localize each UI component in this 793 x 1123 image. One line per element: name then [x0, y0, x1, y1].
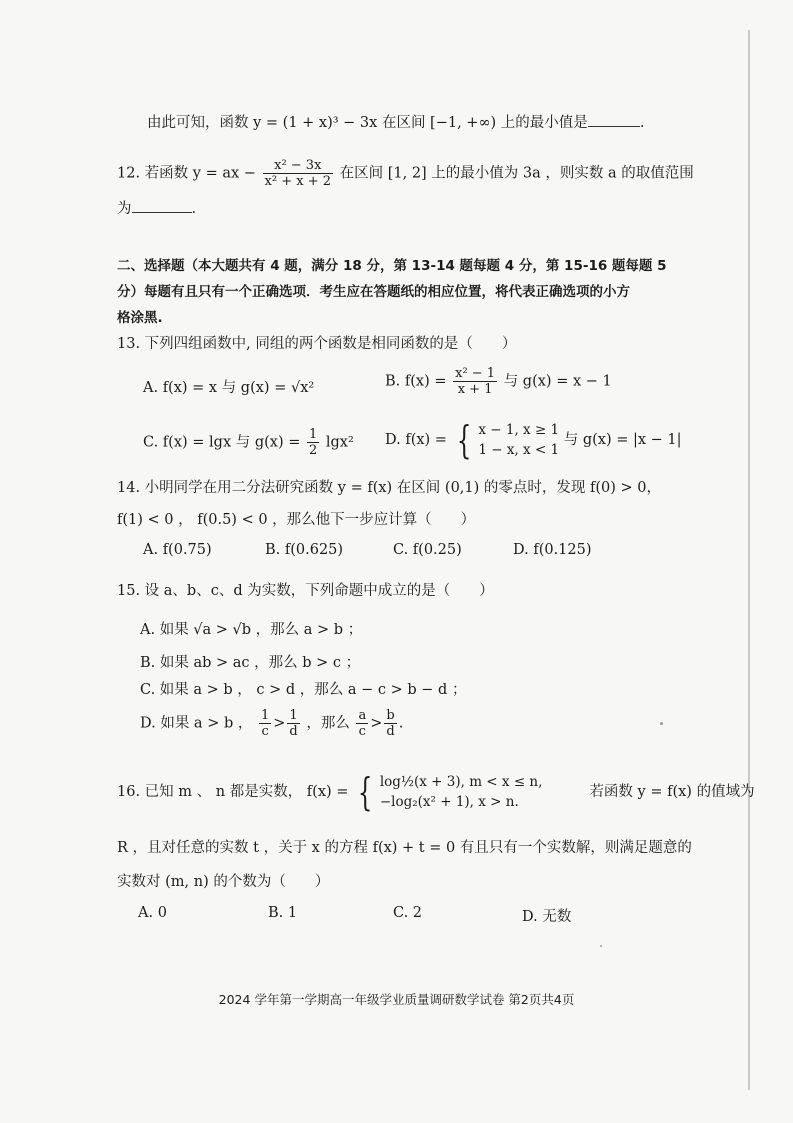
q15-d-frac4-den: d: [386, 724, 395, 739]
q16-option-b: B. 1: [268, 905, 298, 921]
q16-line3: 实数对 (m, n) 的个数为（ ）: [117, 874, 330, 890]
q12-line2: 为 .: [117, 198, 196, 219]
q16-line2: R ，且对任意的实数 t ，关于 x 的方程 f(x) + t = 0 有且只有一个实数解，则满足题意的: [117, 840, 692, 856]
q13-c-num: 1: [308, 427, 318, 442]
q16-case2: −log₂(x² + 1), x > n.: [379, 794, 519, 810]
q12-frac-num: x² − 3x: [263, 158, 333, 174]
q12-suffix: 在区间 [1, 2] 上的最小值为 3a ，则实数 a 的取值范围: [339, 165, 694, 182]
q13-stem: 13. 下列四组函数中, 同组的两个函数是相同函数的是（ ）: [117, 336, 517, 352]
scan-speck: [600, 945, 602, 947]
q12-stem: [117, 158, 694, 189]
q15-option-c: C. 如果 a > b ， c > d ，那么 a − c > b − d ；: [140, 682, 467, 698]
scan-edge-line: [748, 30, 750, 1090]
q13-c-fraction: [307, 427, 319, 458]
q15-d-mid: ，那么: [306, 715, 350, 732]
q15-stem: 15. 设 a、b、c、d 为实数，下列命题中成立的是（ ）: [117, 583, 494, 599]
q11-tail: 由此可知，函数 y = (1 + x)³ − 3x 在区间 [−1, +∞) 上的最小值是 .: [147, 112, 644, 133]
q13-d-case2: 1 − x, x < 1: [478, 442, 560, 458]
q13-option-a: A. f(x) = x 与 g(x) = √x²: [143, 380, 315, 396]
q15-option-a: A. 如果 √a > √b ，那么 a > b ；: [140, 622, 363, 638]
q15-d-frac2: [287, 708, 299, 739]
q15-d-frac3-num: a: [358, 708, 367, 723]
q16-stem: [117, 772, 755, 812]
section2-header-line3: 格涂黑.: [117, 310, 163, 326]
q12-fraction: [263, 158, 333, 189]
q16-pre: 16. 已知 m 、 n 都是实数， f(x) =: [117, 784, 349, 800]
q13-b-post: 与 g(x) = x − 1: [503, 373, 612, 390]
q15-d-frac3-den: c: [358, 724, 366, 739]
q16-option-c: C. 2: [393, 905, 423, 921]
q13-b-den: x + 1: [457, 382, 493, 397]
q15-d-frac3: [356, 708, 368, 739]
q15-d-frac1-den: c: [261, 724, 269, 739]
q12-frac-den: x² + x + 2: [264, 174, 331, 189]
q15-option-b: B. 如果 ab > ac ，那么 b > c ；: [140, 655, 361, 671]
q15-d-frac2-num: 1: [287, 708, 299, 724]
q15-d-frac1-num: 1: [260, 708, 270, 723]
q15-d-frac4: [384, 708, 396, 739]
q11-tail-text: 由此可知，函数 y = (1 + x)³ − 3x 在区间 [−1, +∞) 上的最小值是: [147, 115, 588, 131]
q13-b-num: x² − 1: [455, 366, 496, 381]
q13-b-fraction: [453, 366, 497, 397]
q13-d-brace: {: [456, 418, 471, 462]
q13-option-c: [143, 427, 354, 458]
q14-line1: 14. 小明同学在用二分法研究函数 y = f(x) 在区间 (0,1) 的零点时，发现 f(0) > 0，: [117, 480, 662, 496]
q13-option-b: [385, 366, 612, 397]
q11-answer-blank: [588, 112, 640, 127]
q16-brace: {: [357, 770, 373, 814]
q13-c-pre: C. f(x) = lgx 与 g(x) =: [143, 434, 301, 451]
q15-d-frac1: [259, 708, 271, 739]
q14-option-a: A. f(0.75): [143, 542, 212, 558]
q16-cases: [380, 772, 585, 812]
q16-case1: log½(x + 3), m < x ≤ n,: [379, 774, 543, 790]
q14-option-d: D. f(0.125): [513, 542, 592, 558]
q14-option-c: C. f(0.25): [393, 542, 462, 558]
q12-prefix: 12. 若函数 y = ax −: [117, 165, 256, 182]
q13-c-post: lgx²: [325, 434, 354, 451]
q13-b-pre: B. f(x) =: [385, 373, 447, 390]
q12-answer-blank: [132, 198, 192, 213]
q13-d-cases: [478, 420, 559, 460]
q16-post: 若函数 y = f(x) 的值域为: [589, 784, 755, 800]
page-footer: 2024 学年第一学期高一年级学业质量调研数学试卷 第2页共4页: [218, 992, 575, 1007]
q15-option-d: D. 如果 a > b ， $\frac{1}{c}$ > $\frac{1}{d}$ ，那么 $\frac{a}{c}$ > $\frac{b}{d}$ .: [140, 708, 404, 739]
q16-option-d: D. 无数: [522, 909, 572, 925]
q15-d-pre: D. 如果 a > b ，: [140, 715, 253, 732]
q13-c-den: 2: [308, 443, 318, 458]
q14-option-b: B. f(0.625): [265, 542, 344, 558]
q15-d-frac2-den: d: [289, 724, 298, 739]
q14-line2: f(1) < 0 ， f(0.5) < 0 ，那么他下一步应计算（ ）: [117, 512, 476, 528]
q16-option-a: A. 0: [138, 905, 167, 921]
q13-d-post: 与 g(x) = |x − 1|: [563, 432, 682, 448]
q15-d-frac4-num: b: [386, 708, 395, 723]
q12-line2-text: 为: [117, 201, 132, 217]
section2-header-line2: 分）每题有且只有一个正确选项．考生应在答题纸的相应位置，将代表正确选项的小方: [117, 284, 630, 300]
section2-header-line1: 二、选择题（本大题共有 4 题，满分 18 分，第 13-14 题每题 4 分，第 15-16 题每题 5: [117, 258, 667, 274]
q13-option-d: [385, 420, 682, 460]
q13-d-case1: x − 1, x ≥ 1: [478, 422, 560, 438]
scan-speck: [660, 722, 663, 725]
q13-d-pre: D. f(x) =: [385, 432, 447, 448]
